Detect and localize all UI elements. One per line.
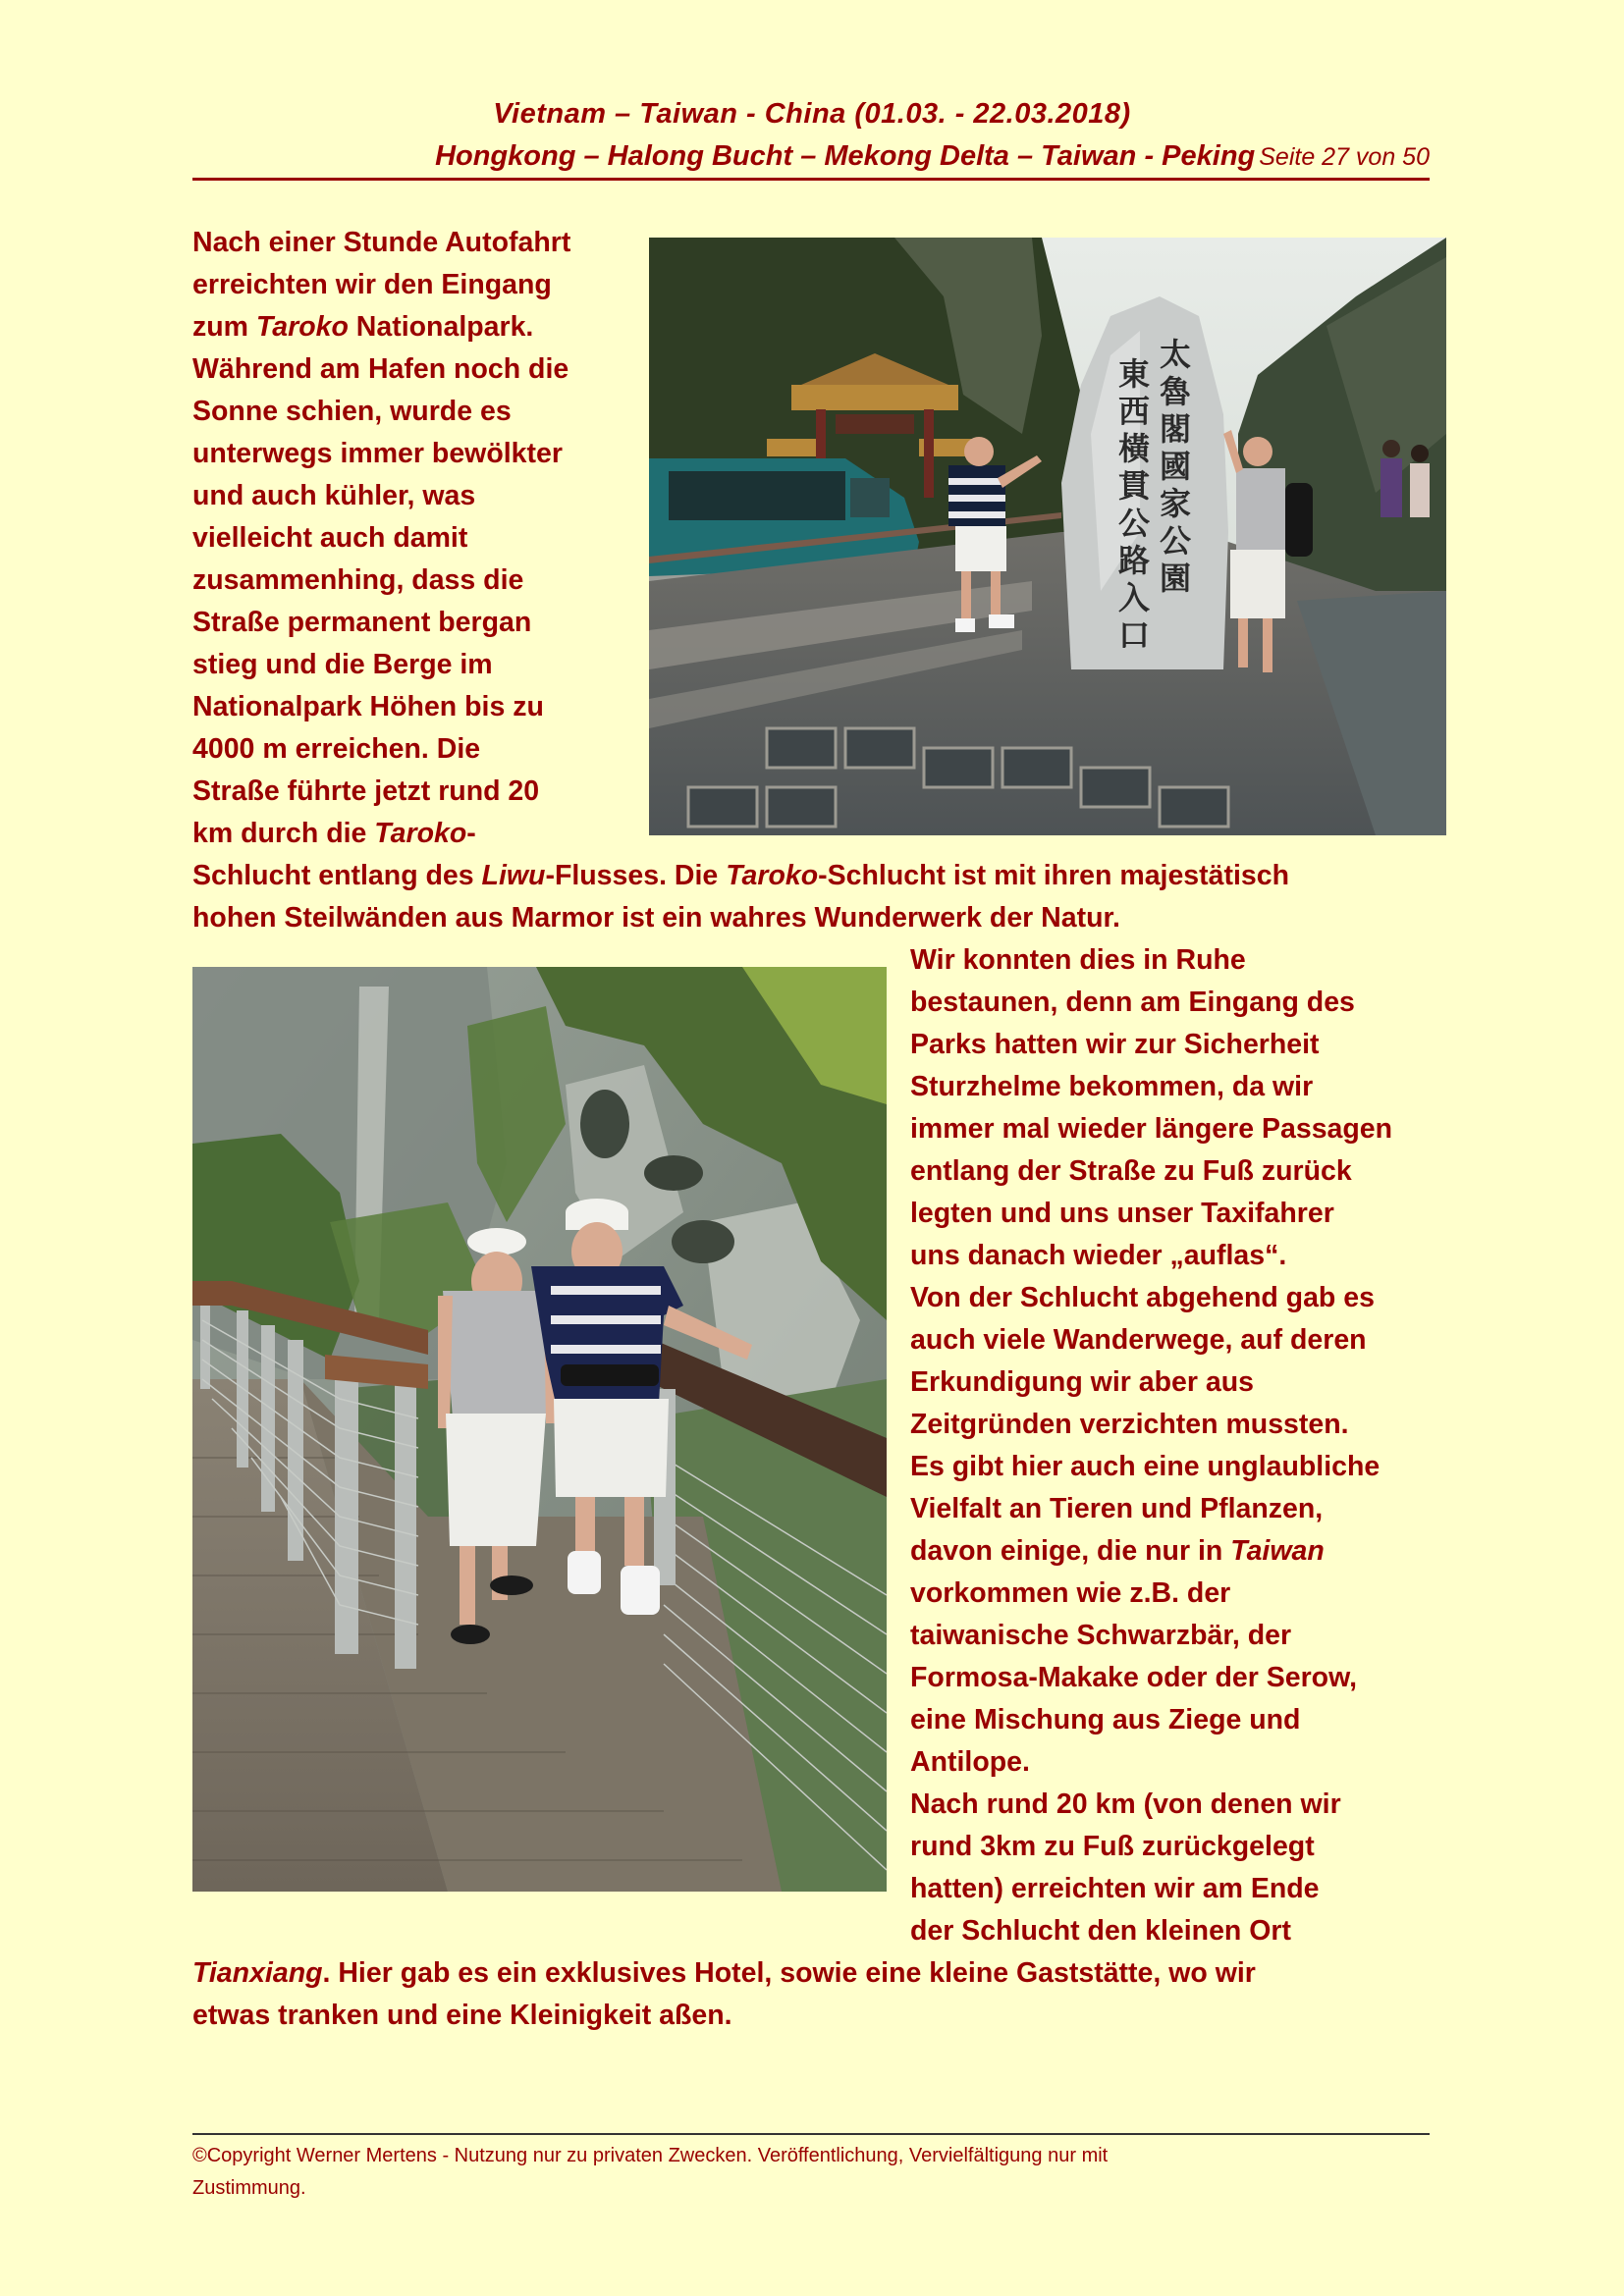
text-line: uns danach wieder „auflas“. xyxy=(910,1240,1287,1271)
text-line: Antilope. xyxy=(910,1746,1030,1778)
text-line: km durch die Taroko- xyxy=(192,818,476,849)
copyright-line-2: Zustimmung. xyxy=(192,2177,306,2199)
text-line: vielleicht auch damit xyxy=(192,522,468,554)
svg-text:路: 路 xyxy=(1118,542,1151,579)
svg-text:閣: 閣 xyxy=(1160,410,1192,448)
svg-text:園: 園 xyxy=(1160,560,1192,597)
text-line: erreichten wir den Eingang xyxy=(192,269,552,300)
text-line: immer mal wieder längere Passagen xyxy=(910,1113,1393,1145)
text-line: Vielfalt an Tieren und Pflanzen, xyxy=(910,1493,1324,1524)
text-line: Formosa-Makake oder der Serow, xyxy=(910,1662,1358,1693)
route-subtitle-row xyxy=(192,140,1430,181)
text-line: zum Taroko Nationalpark. xyxy=(192,311,534,343)
text-line: Straße führte jetzt rund 20 xyxy=(192,775,540,807)
svg-text:太: 太 xyxy=(1160,336,1192,373)
route-subtitle: Hongkong – Halong Bucht – Mekong Delta – Taiwan - Peking xyxy=(435,140,1256,172)
copyright-line-1: ©Copyright Werner Mertens - Nutzung nur zu privaten Zwecken. Veröffentlichung, Vervielfältigung nur mit xyxy=(192,2145,1109,2166)
river-name: Liwu xyxy=(481,860,546,891)
text-line: entlang der Straße zu Fuß zurück xyxy=(910,1155,1352,1187)
text-line: eine Mischung aus Ziege und xyxy=(910,1704,1301,1735)
text-line: der Schlucht den kleinen Ort xyxy=(910,1915,1291,1947)
svg-text:東: 東 xyxy=(1118,355,1151,393)
svg-text:國: 國 xyxy=(1160,448,1192,485)
text-line: Parks hatten wir zur Sicherheit xyxy=(910,1029,1320,1060)
svg-text:公: 公 xyxy=(1160,522,1192,560)
text-line: Nach rund 20 km (von denen wir xyxy=(910,1789,1341,1820)
text-line: auch viele Wanderwege, auf deren xyxy=(910,1324,1367,1356)
taroko-entrance-photo xyxy=(649,238,1446,835)
text-line: davon einige, die nur in Taiwan xyxy=(910,1535,1325,1567)
document-title: Vietnam – Taiwan - China (01.03. - 22.03.2018) xyxy=(493,98,1131,130)
text-line: unterwegs immer bewölkter xyxy=(192,438,563,469)
svg-text:西: 西 xyxy=(1118,393,1151,430)
text-line: zusammenhing, dass die xyxy=(192,564,524,596)
text-line: und auch kühler, was xyxy=(192,480,476,511)
svg-text:口: 口 xyxy=(1118,616,1151,654)
place-name: Taroko xyxy=(255,311,349,343)
text-line: taiwanische Schwarzbär, der xyxy=(910,1620,1292,1651)
text-line: legten und uns unser Taxifahrer xyxy=(910,1198,1334,1229)
text-line: Von der Schlucht abgehend gab es xyxy=(910,1282,1375,1313)
text-line: Tianxiang. Hier gab es ein exklusives Hotel, sowie eine kleine Gaststätte, wo wir xyxy=(192,1957,1256,1989)
svg-text:貫: 貫 xyxy=(1118,467,1151,505)
place-name: Tianxiang xyxy=(192,1957,323,1989)
svg-text:魯: 魯 xyxy=(1160,373,1192,410)
text-line: bestaunen, denn am Eingang des xyxy=(910,987,1355,1018)
svg-text:橫: 橫 xyxy=(1118,430,1151,467)
text-line: Straße permanent bergan xyxy=(192,607,532,638)
place-name: Taroko xyxy=(726,860,819,891)
text-line: Nach einer Stunde Autofahrt xyxy=(192,227,571,258)
text-line: Nationalpark Höhen bis zu xyxy=(192,691,544,722)
text-line: Wir konnten dies in Ruhe xyxy=(910,944,1246,976)
footer-divider xyxy=(192,2133,1430,2135)
page-number: Seite 27 von 50 xyxy=(1259,143,1430,171)
text-line: vorkommen wie z.B. der xyxy=(910,1577,1231,1609)
text-line: Sturzhelme bekommen, da wir xyxy=(910,1071,1314,1102)
text-line: Schlucht entlang des Liwu-Flusses. Die Taroko-Schlucht ist mit ihren majestätisch xyxy=(192,860,1290,891)
text-line: rund 3km zu Fuß zurückgelegt xyxy=(910,1831,1315,1862)
text-line: hohen Steilwänden aus Marmor ist ein wahres Wunderwerk der Natur. xyxy=(192,902,1120,934)
copyright-footer xyxy=(192,2140,1430,2205)
text-line: stieg und die Berge im xyxy=(192,649,493,680)
text-line: Während am Hafen noch die xyxy=(192,353,569,385)
text-line: Es gibt hier auch eine unglaubliche xyxy=(910,1451,1380,1482)
svg-text:公: 公 xyxy=(1118,505,1151,542)
text-line: 4000 m erreichen. Die xyxy=(192,733,481,765)
text-line: Zeitgründen verzichten mussten. xyxy=(910,1409,1349,1440)
place-name: Taroko xyxy=(374,818,467,849)
text-line: Sonne schien, wurde es xyxy=(192,396,512,427)
place-name: Taiwan xyxy=(1230,1535,1325,1567)
text-line: Erkundigung wir aber aus xyxy=(910,1366,1254,1398)
text-line: etwas tranken und eine Kleinigkeit aßen. xyxy=(192,2000,732,2031)
svg-text:家: 家 xyxy=(1160,485,1192,522)
svg-text:入: 入 xyxy=(1118,579,1151,616)
text-line: hatten) erreichten wir am Ende xyxy=(910,1873,1320,1904)
taroko-gorge-walkway-photo xyxy=(192,967,887,1892)
